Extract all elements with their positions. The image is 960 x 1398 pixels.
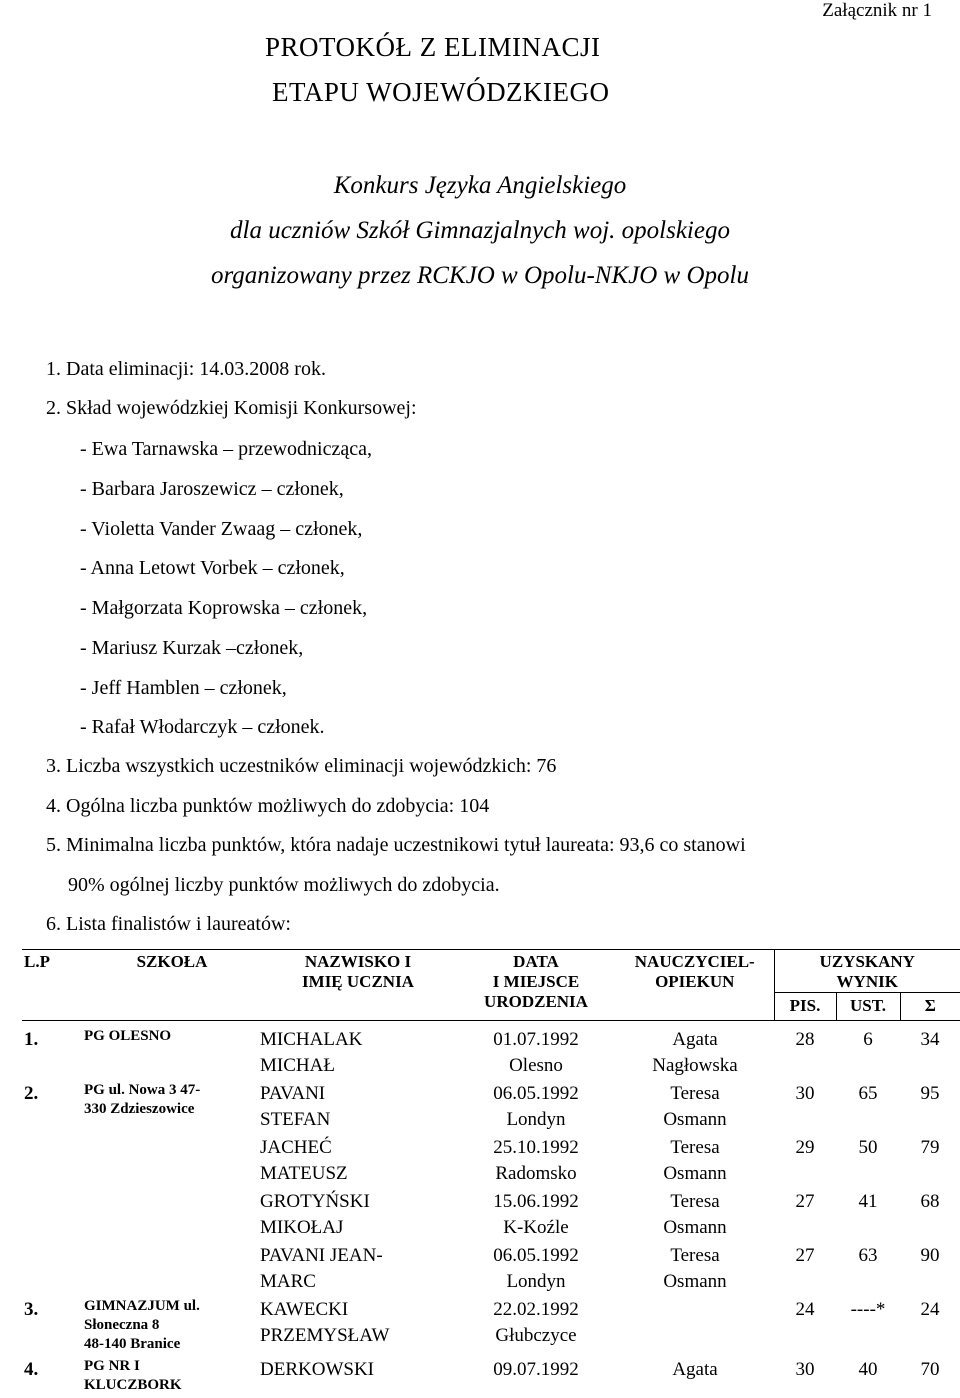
row-student-name: PAVANI JEAN- MARC [260, 1245, 383, 1292]
row-student-name: PAVANI STEFAN [260, 1083, 331, 1130]
item-exam-date: 1. Data eliminacji: 14.03.2008 rok. [46, 358, 326, 380]
row-school [84, 1135, 260, 1189]
table-row [22, 1189, 960, 1243]
row-lp: 1. [24, 1029, 39, 1050]
row-teacher: Teresa Osmann [663, 1083, 727, 1130]
item-max-points: 4. Ogólna liczba punktów możliwych do zdobycia: 104 [46, 795, 490, 817]
header-sum: Σ [900, 993, 960, 1021]
row-school: PG ul. Nowa 3 47- 330 Zdzieszowice [84, 1082, 201, 1117]
annex-label: Załącznik nr 1 [822, 0, 932, 21]
table-row [22, 1297, 960, 1357]
row-student-name: DERKOWSKI [260, 1359, 374, 1380]
committee-member: - Violetta Vander Zwaag – członek, [80, 518, 363, 540]
results-table [22, 949, 960, 1397]
row-total-score: 79 [920, 1137, 940, 1158]
row-written-score: 30 [795, 1083, 815, 1104]
row-birth: 06.05.1992 Londyn [493, 1245, 579, 1292]
header-school: SZKOŁA [136, 952, 208, 971]
row-written-score: 24 [795, 1299, 815, 1320]
row-teacher: Teresa Osmann [663, 1245, 727, 1292]
row-total-score: 70 [920, 1359, 940, 1380]
committee-member: - Mariusz Kurzak –członek, [80, 637, 304, 659]
header-oral: UST. [836, 993, 900, 1021]
committee-member: - Jeff Hamblen – członek, [80, 677, 287, 699]
row-oral-score: ----* [850, 1299, 886, 1320]
row-teacher [616, 1297, 774, 1357]
row-student-name: JACHEĆ MATEUSZ [260, 1137, 348, 1184]
subtitle-line-2: dla uczniów Szkół Gimnazjalnych woj. opolskiego [230, 217, 730, 244]
row-oral-score: 41 [858, 1191, 878, 1212]
item-laureate-threshold: 5. Minimalna liczba punktów, która nadaje uczestnikowi tytuł laureata: 93,6 co stanowi [46, 834, 746, 856]
row-teacher: Teresa Osmann [663, 1191, 727, 1238]
table-row [22, 1243, 960, 1297]
row-total-score: 90 [920, 1245, 940, 1266]
row-oral-score: 6 [863, 1029, 873, 1050]
header-student-name: NAZWISKO I IMIĘ UCZNIA [302, 952, 414, 991]
row-school: GIMNAZJUM ul. Słoneczna 8 48-140 Branice [84, 1298, 200, 1352]
header-written: PIS. [774, 993, 836, 1021]
row-written-score: 27 [795, 1245, 815, 1266]
header-lp: L.P [24, 952, 50, 971]
row-oral-score: 63 [858, 1245, 878, 1266]
row-student-name: KAWECKI PRZEMYSŁAW [260, 1299, 390, 1346]
row-school: PG NR I KLUCZBORK [84, 1358, 182, 1393]
row-lp [22, 1189, 84, 1243]
row-lp [22, 1135, 84, 1189]
item-laureate-threshold-cont: 90% ogólnej liczby punktów możliwych do zdobycia. [68, 874, 500, 896]
row-written-score: 30 [795, 1359, 815, 1380]
row-oral-score: 40 [858, 1359, 878, 1380]
table-row [22, 1081, 960, 1135]
row-lp: 3. [24, 1299, 39, 1320]
header-birth-date-place: DATA I MIEJSCE URODZENIA [484, 952, 588, 1011]
row-school [84, 1189, 260, 1243]
row-lp: 4. [24, 1359, 39, 1380]
document-title-line-2: ETAPU WOJEWÓDZKIEGO [272, 77, 610, 107]
row-written-score: 29 [795, 1137, 815, 1158]
table-row [22, 1027, 960, 1081]
committee-member: - Barbara Jaroszewicz – członek, [80, 478, 344, 500]
row-teacher: Teresa Osmann [663, 1137, 727, 1184]
row-teacher: Agata [672, 1359, 718, 1380]
row-written-score: 28 [795, 1029, 815, 1050]
row-student-name: MICHALAK MICHAŁ [260, 1029, 363, 1076]
header-teacher: NAUCZYCIEL- OPIEKUN [634, 952, 755, 991]
row-total-score: 95 [920, 1083, 940, 1104]
committee-member: - Anna Letowt Vorbek – członek, [80, 557, 345, 579]
row-lp: 2. [24, 1083, 39, 1104]
row-total-score: 34 [920, 1029, 940, 1050]
row-school: PG OLESNO [84, 1028, 172, 1044]
row-birth: 01.07.1992 Olesno [493, 1029, 579, 1076]
table-row [22, 1357, 960, 1397]
table-row [22, 1135, 960, 1189]
subtitle-line-1: Konkurs Języka Angielskiego [333, 172, 627, 199]
row-oral-score: 50 [858, 1137, 878, 1158]
row-total-score: 68 [920, 1191, 940, 1212]
row-lp [22, 1243, 84, 1297]
row-total-score: 24 [920, 1299, 940, 1320]
row-birth: 15.06.1992 K-Koźle [493, 1191, 579, 1238]
committee-member: - Małgorzata Koprowska – członek, [80, 597, 368, 619]
row-birth: 09.07.1992 [493, 1359, 579, 1380]
item-committee: 2. Skład wojewódzkiej Komisji Konkursowej: [46, 397, 417, 419]
row-birth: 06.05.1992 Londyn [493, 1083, 579, 1130]
row-birth: 25.10.1992 Radomsko [493, 1137, 579, 1184]
row-birth: 22.02.1992 Głubczyce [493, 1299, 579, 1346]
row-teacher: Agata Nagłowska [652, 1029, 738, 1076]
item-finalists-list: 6. Lista finalistów i laureatów: [46, 913, 291, 935]
row-student-name: GROTYŃSKI MIKOŁAJ [260, 1191, 370, 1238]
row-school [84, 1243, 260, 1297]
committee-member: - Rafał Włodarczyk – członek. [80, 716, 325, 738]
subtitle-line-3: organizowany przez RCKJO w Opolu-NKJO w Opolu [211, 262, 749, 289]
row-written-score: 27 [795, 1191, 815, 1212]
document-title-line-1: PROTOKÓŁ Z ELIMINACJI [265, 32, 601, 62]
item-participants-count: 3. Liczba wszystkich uczestników eliminacji wojewódzkich: 76 [46, 755, 557, 777]
header-result: UZYSKANY WYNIK [774, 950, 960, 993]
row-oral-score: 65 [858, 1083, 878, 1104]
committee-member: - Ewa Tarnawska – przewodnicząca, [80, 438, 372, 460]
